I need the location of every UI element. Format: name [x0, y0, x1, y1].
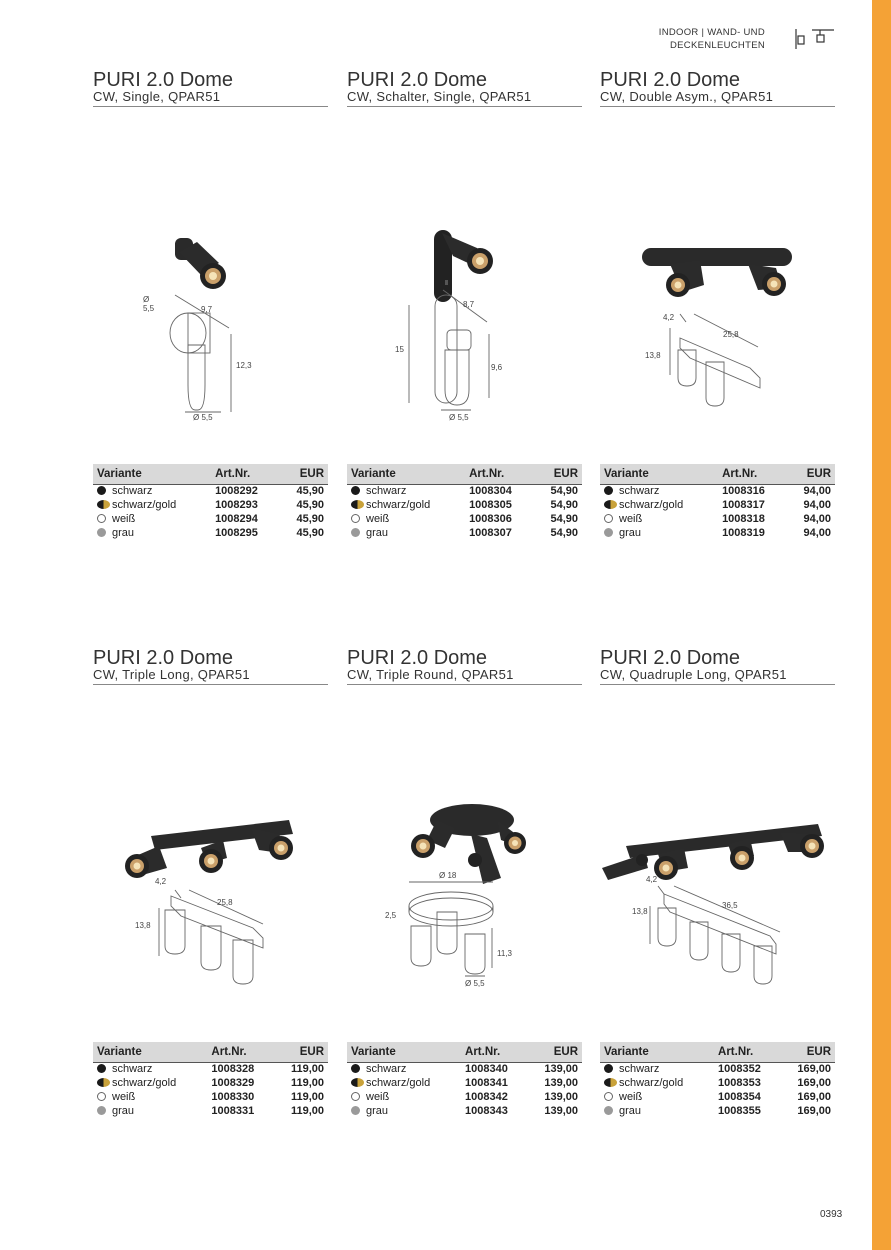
- col-eur: EUR: [781, 1042, 836, 1062]
- dim-label: 15: [395, 345, 404, 354]
- color-swatch-icon: [97, 1064, 106, 1073]
- category-header-line1: INDOOR | WAND- UND: [658, 27, 765, 38]
- table-row: [93, 498, 328, 512]
- table-row: [93, 1076, 328, 1090]
- variant-color: grau: [112, 1104, 135, 1117]
- col-eur: EUR: [528, 1042, 583, 1062]
- table-row: [93, 1090, 328, 1104]
- product-subtitle: CW, Double Asym., QPAR51: [600, 90, 835, 107]
- col-variante: Variante: [347, 464, 465, 484]
- dim-label: 9,6: [491, 363, 503, 372]
- price: 139,00: [528, 1062, 583, 1076]
- color-swatch-icon: [97, 1078, 110, 1087]
- color-swatch-icon: [97, 1106, 106, 1115]
- table-row: [93, 512, 328, 526]
- art-number: 1008294: [211, 512, 280, 526]
- color-swatch-icon: [351, 1064, 360, 1073]
- price: 139,00: [528, 1104, 583, 1118]
- variant-color: schwarz: [366, 1062, 407, 1075]
- dim-label: Ø 5,5: [193, 413, 213, 422]
- product-subtitle: CW, Triple Long, QPAR51: [93, 668, 328, 685]
- dim-label: 5,5: [143, 304, 155, 313]
- color-swatch-icon: [604, 500, 617, 509]
- price: 169,00: [781, 1076, 836, 1090]
- table-row: [600, 1090, 835, 1104]
- art-number: 1008343: [461, 1104, 527, 1118]
- product-title: PURI 2.0 Dome: [93, 69, 234, 91]
- variant-table: [347, 464, 582, 541]
- variant-color: weiß: [366, 512, 390, 525]
- price: 45,90: [280, 526, 328, 540]
- price: 139,00: [528, 1076, 583, 1090]
- variant-color: weiß: [112, 512, 136, 525]
- price: 54,90: [534, 512, 582, 526]
- table-row: [347, 498, 582, 512]
- art-number: 1008317: [718, 498, 787, 512]
- variant-color: schwarz: [619, 484, 660, 497]
- price: 94,00: [787, 526, 835, 540]
- art-number: 1008341: [461, 1076, 527, 1090]
- dimension-drawing: [600, 828, 835, 988]
- dim-label: 13,8: [632, 907, 648, 916]
- col-eur: EUR: [274, 1042, 328, 1062]
- dimension-drawing: [600, 250, 835, 410]
- price: 119,00: [274, 1104, 328, 1118]
- page-number: 0393: [820, 1209, 843, 1220]
- col-artnr: Art.Nr.: [211, 464, 280, 484]
- art-number: 1008295: [211, 526, 280, 540]
- product-title: PURI 2.0 Dome: [93, 647, 234, 669]
- price: 54,90: [534, 484, 582, 498]
- variant-color: grau: [366, 526, 389, 539]
- variant-color: schwarz/gold: [366, 1076, 431, 1089]
- col-variante: Variante: [93, 464, 211, 484]
- table-row: [93, 1062, 328, 1076]
- art-number: 1008292: [211, 484, 280, 498]
- product-title: PURI 2.0 Dome: [600, 69, 741, 91]
- art-number: 1008355: [714, 1104, 780, 1118]
- price: 45,90: [280, 512, 328, 526]
- product-card-switch-single: [347, 69, 582, 539]
- table-row: [347, 484, 582, 498]
- dim-label: 13,8: [135, 921, 151, 930]
- product-photo: [600, 130, 835, 270]
- dim-label: 12,3: [236, 361, 252, 370]
- table-row: [347, 1104, 582, 1118]
- col-variante: Variante: [600, 1042, 714, 1062]
- variant-table: [93, 1042, 328, 1119]
- dim-label: 25,8: [217, 898, 233, 907]
- color-swatch-icon: [604, 1092, 613, 1101]
- table-row: [600, 484, 835, 498]
- variant-color: grau: [619, 1104, 642, 1117]
- dim-label: 4,2: [155, 877, 167, 886]
- color-swatch-icon: [97, 514, 106, 523]
- variant-table: [600, 464, 835, 541]
- variant-color: schwarz: [366, 484, 407, 497]
- table-row: [347, 526, 582, 540]
- product-card-triple-long: [93, 647, 328, 1117]
- color-swatch-icon: [604, 528, 613, 537]
- product-title: PURI 2.0 Dome: [347, 69, 488, 91]
- color-swatch-icon: [351, 500, 364, 509]
- category-header-line2: DECKENLEUCHTEN: [670, 40, 765, 51]
- variant-color: schwarz: [619, 1062, 660, 1075]
- table-row: [93, 1104, 328, 1118]
- col-artnr: Art.Nr.: [461, 1042, 527, 1062]
- variant-color: schwarz/gold: [112, 498, 177, 511]
- product-card-triple-round: [347, 647, 582, 1117]
- price: 54,90: [534, 526, 582, 540]
- product-photo: [93, 708, 328, 848]
- dim-label: 4,2: [663, 313, 675, 322]
- orange-side-bar: [872, 0, 891, 1250]
- art-number: 1008316: [718, 484, 787, 498]
- product-title: PURI 2.0 Dome: [347, 647, 488, 669]
- art-number: 1008318: [718, 512, 787, 526]
- price: 139,00: [528, 1090, 583, 1104]
- color-swatch-icon: [351, 514, 360, 523]
- variant-color: schwarz/gold: [112, 1076, 177, 1089]
- col-eur: EUR: [534, 464, 582, 484]
- col-variante: Variante: [93, 1042, 207, 1062]
- variant-color: weiß: [619, 512, 643, 525]
- color-swatch-icon: [97, 500, 110, 509]
- price: 169,00: [781, 1104, 836, 1118]
- table-row: [93, 526, 328, 540]
- variant-color: weiß: [112, 1090, 136, 1103]
- art-number: 1008328: [207, 1062, 274, 1076]
- col-eur: EUR: [280, 464, 328, 484]
- table-row: [93, 484, 328, 498]
- color-swatch-icon: [351, 1092, 360, 1101]
- price: 119,00: [274, 1076, 328, 1090]
- color-swatch-icon: [604, 486, 613, 495]
- price: 119,00: [274, 1090, 328, 1104]
- product-title: PURI 2.0 Dome: [600, 647, 741, 669]
- art-number: 1008352: [714, 1062, 780, 1076]
- art-number: 1008342: [461, 1090, 527, 1104]
- dim-label: Ø: [143, 295, 150, 304]
- art-number: 1008329: [207, 1076, 274, 1090]
- art-number: 1008307: [465, 526, 534, 540]
- art-number: 1008331: [207, 1104, 274, 1118]
- variant-color: weiß: [366, 1090, 390, 1103]
- wall-ceiling-icon: [792, 27, 838, 51]
- product-photo: [93, 130, 328, 270]
- dim-label: 13,8: [645, 351, 661, 360]
- art-number: 1008340: [461, 1062, 527, 1076]
- product-card-double-asym: [600, 69, 835, 539]
- col-artnr: Art.Nr.: [207, 1042, 274, 1062]
- dim-label: 25,8: [723, 330, 739, 339]
- color-swatch-icon: [97, 1092, 106, 1101]
- art-number: 1008305: [465, 498, 534, 512]
- dim-label: 36,5: [722, 901, 738, 910]
- dim-label: 2,5: [385, 911, 397, 920]
- art-number: 1008330: [207, 1090, 274, 1104]
- variant-color: schwarz/gold: [619, 1076, 684, 1089]
- dim-label: Ø 5,5: [449, 413, 469, 422]
- dimension-drawing: [347, 250, 582, 422]
- dimension-drawing: [93, 250, 328, 422]
- variant-color: grau: [619, 526, 642, 539]
- table-row: [347, 1076, 582, 1090]
- col-eur: EUR: [787, 464, 835, 484]
- art-number: 1008304: [465, 484, 534, 498]
- price: 45,90: [280, 498, 328, 512]
- variant-table: [347, 1042, 582, 1119]
- table-row: [347, 1062, 582, 1076]
- table-row: [600, 1076, 835, 1090]
- variant-table: [93, 464, 328, 541]
- art-number: 1008293: [211, 498, 280, 512]
- product-photo: [600, 708, 835, 848]
- price: 94,00: [787, 512, 835, 526]
- art-number: 1008353: [714, 1076, 780, 1090]
- product-card-quadruple-long: [600, 647, 835, 1117]
- product-subtitle: CW, Triple Round, QPAR51: [347, 668, 582, 685]
- price: 169,00: [781, 1090, 836, 1104]
- variant-color: schwarz: [112, 484, 153, 497]
- color-swatch-icon: [351, 528, 360, 537]
- dimension-drawing: [93, 828, 328, 988]
- color-swatch-icon: [604, 1064, 613, 1073]
- product-photo: [347, 130, 582, 270]
- product-photo: [347, 708, 582, 848]
- table-row: [600, 526, 835, 540]
- art-number: 1008319: [718, 526, 787, 540]
- variant-color: schwarz: [112, 1062, 153, 1075]
- color-swatch-icon: [351, 1078, 364, 1087]
- table-row: [600, 498, 835, 512]
- variant-color: grau: [112, 526, 135, 539]
- table-row: [600, 1062, 835, 1076]
- price: 94,00: [787, 498, 835, 512]
- price: 169,00: [781, 1062, 836, 1076]
- color-swatch-icon: [604, 514, 613, 523]
- price: 119,00: [274, 1062, 328, 1076]
- color-swatch-icon: [97, 528, 106, 537]
- table-row: [600, 512, 835, 526]
- price: 45,90: [280, 484, 328, 498]
- dim-label: Ø 18: [439, 871, 457, 880]
- variant-table: [600, 1042, 835, 1119]
- variant-color: grau: [366, 1104, 389, 1117]
- dim-label: 8,7: [463, 300, 475, 309]
- dim-label: 11,3: [497, 949, 512, 958]
- art-number: 1008306: [465, 512, 534, 526]
- product-card-single: [93, 69, 328, 539]
- price: 54,90: [534, 498, 582, 512]
- col-variante: Variante: [347, 1042, 461, 1062]
- product-subtitle: CW, Schalter, Single, QPAR51: [347, 90, 582, 107]
- table-row: [347, 512, 582, 526]
- dim-label: 4,2: [646, 875, 658, 884]
- col-variante: Variante: [600, 464, 718, 484]
- dim-label: 9,7: [201, 305, 213, 314]
- art-number: 1008354: [714, 1090, 780, 1104]
- price: 94,00: [787, 484, 835, 498]
- color-swatch-icon: [604, 1078, 617, 1087]
- variant-color: schwarz/gold: [619, 498, 684, 511]
- category-header: [600, 26, 765, 52]
- dimension-drawing: [347, 828, 582, 988]
- product-subtitle: CW, Quadruple Long, QPAR51: [600, 668, 835, 685]
- color-swatch-icon: [604, 1106, 613, 1115]
- table-row: [600, 1104, 835, 1118]
- color-swatch-icon: [97, 486, 106, 495]
- col-artnr: Art.Nr.: [465, 464, 534, 484]
- table-row: [347, 1090, 582, 1104]
- col-artnr: Art.Nr.: [718, 464, 787, 484]
- variant-color: schwarz/gold: [366, 498, 431, 511]
- product-subtitle: CW, Single, QPAR51: [93, 90, 328, 107]
- variant-color: weiß: [619, 1090, 643, 1103]
- color-swatch-icon: [351, 486, 360, 495]
- dim-label: Ø 5,5: [465, 979, 485, 988]
- color-swatch-icon: [351, 1106, 360, 1115]
- col-artnr: Art.Nr.: [714, 1042, 780, 1062]
